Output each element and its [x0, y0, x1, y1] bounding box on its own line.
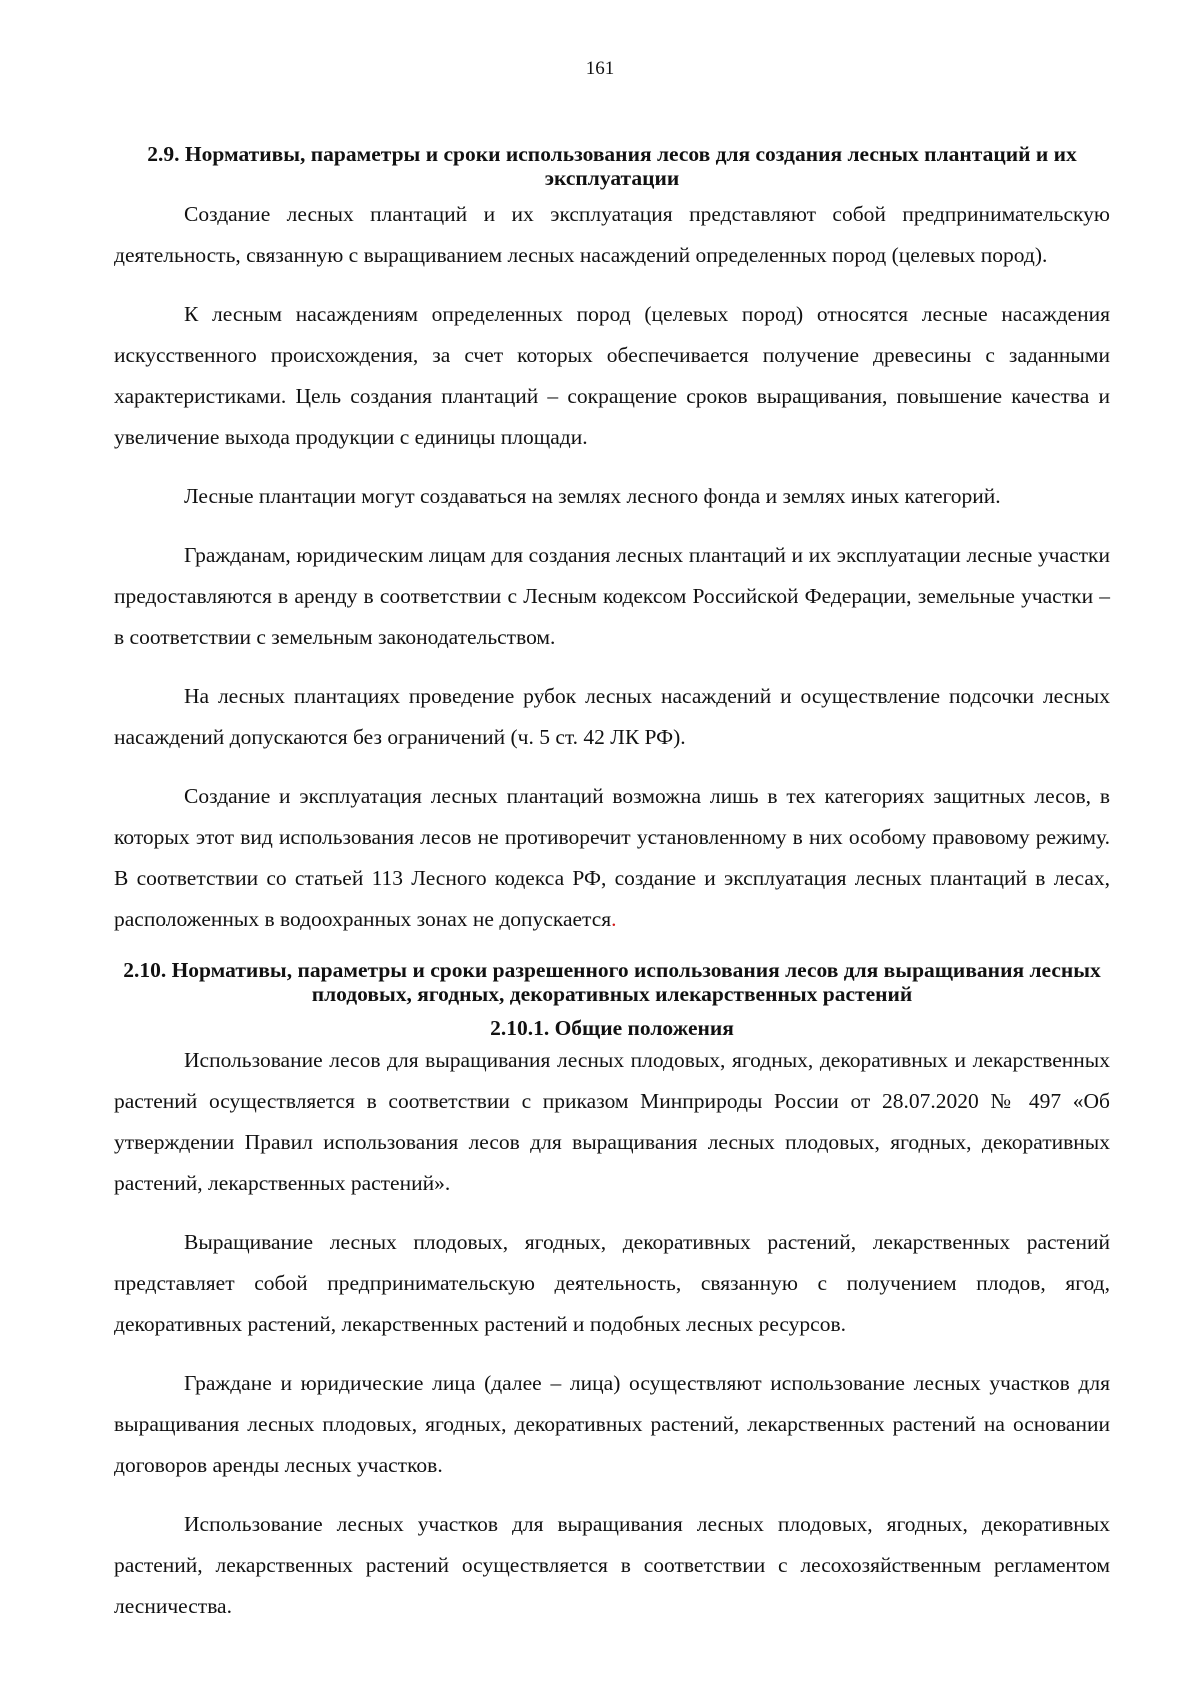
section-2-9-paragraph-5: На лесных плантациях проведение рубок лесных насаждений и осуществление подсочки лесных насаждений допускаются без ограничений (ч. 5 ст. 42 ЛК РФ). — [114, 684, 1110, 749]
section-2-9-heading: 2.9. Нормативы, параметры и сроки использования лесов для создания лесных плантаций и их эксплуатации — [147, 142, 1077, 190]
section-2-9-paragraph-1: Создание лесных плантаций и их эксплуатация представляют собой предпринимательскую деятельность, связанную с выращиванием лесных насаждений определенных пород (целевых пород). — [114, 202, 1110, 267]
section-2-9-paragraph-4: Гражданам, юридическим лицам для создания лесных плантаций и их эксплуатации лесные участки предоставляются в аренду в соответствии с Лесным кодексом Российской Федерации, земельные участки – в соответствии с земельным законодательством. — [114, 543, 1110, 649]
section-2-9-paragraph-2: К лесным насаждениям определенных пород (целевых пород) относятся лесные насаждения искусственного происхождения, за счет которых обеспечивается получение древесины с заданными характеристиками. Цель создания плантаций – сокращение сроков выращивания, повышение качества и увеличение выхода продукции с единицы площади. — [114, 302, 1110, 449]
page-content — [114, 142, 1110, 1645]
section-2-10-paragraph-2: Выращивание лесных плодовых, ягодных, декоративных растений, лекарственных растений представляет собой предпринимательскую деятельность, связанную с получением плодов, ягод, декоративных растений, лекарственных растений и подобных лесных ресурсов. — [114, 1230, 1110, 1336]
section-2-10-paragraph-4: Использование лесных участков для выращивания лесных плодовых, ягодных, декоративных растений, лекарственных растений осуществляется в соответствии с лесохозяйственным регламентом лесничества. — [114, 1512, 1110, 1618]
section-2-9-paragraph-6-text: Создание и эксплуатация лесных плантаций возможна лишь в тех категориях защитных лесов, в которых этот вид использования лесов не противоречит установленному в них особому правовому режиму. В соответствии со статьей 113 Лесного кодекса РФ, создание и эксплуатация лесных плантаций в лесах, расположенных в водоохранных зонах не допускается — [114, 784, 1110, 931]
page-number: 161 — [585, 58, 615, 79]
section-2-10-paragraph-1: Использование лесов для выращивания лесных плодовых, ягодных, декоративных и лекарственных растений осуществляется в соответствии с приказом Минприроды России от 28.07.2020 № 497 «Об утверждении Правил использования лесов для выращивания лесных плодовых, ягодных, декоративных растений, лекарственных растений». — [114, 1048, 1110, 1195]
section-2-10-heading: 2.10. Нормативы, параметры и сроки разрешенного использования лесов для выращивания лесных плодовых, ягодных, декоративных илекарственных растений — [123, 958, 1101, 1006]
section-2-10 — [114, 958, 1110, 1627]
red-period-mark: . — [611, 907, 617, 931]
section-2-10-1-heading: 2.10.1. Общие положения — [490, 1016, 734, 1040]
section-2-9-paragraph-6 — [114, 776, 1110, 940]
section-2-9-paragraph-3: Лесные плантации могут создаваться на землях лесного фонда и землях иных категорий. — [184, 484, 1001, 508]
section-2-10-paragraph-3: Граждане и юридические лица (далее – лица) осуществляют использование лесных участков для выращивания лесных плодовых, ягодных, декоративных растений, лекарственных растений на основании договоров аренды лесных участков. — [114, 1371, 1110, 1477]
section-2-9 — [114, 142, 1110, 940]
